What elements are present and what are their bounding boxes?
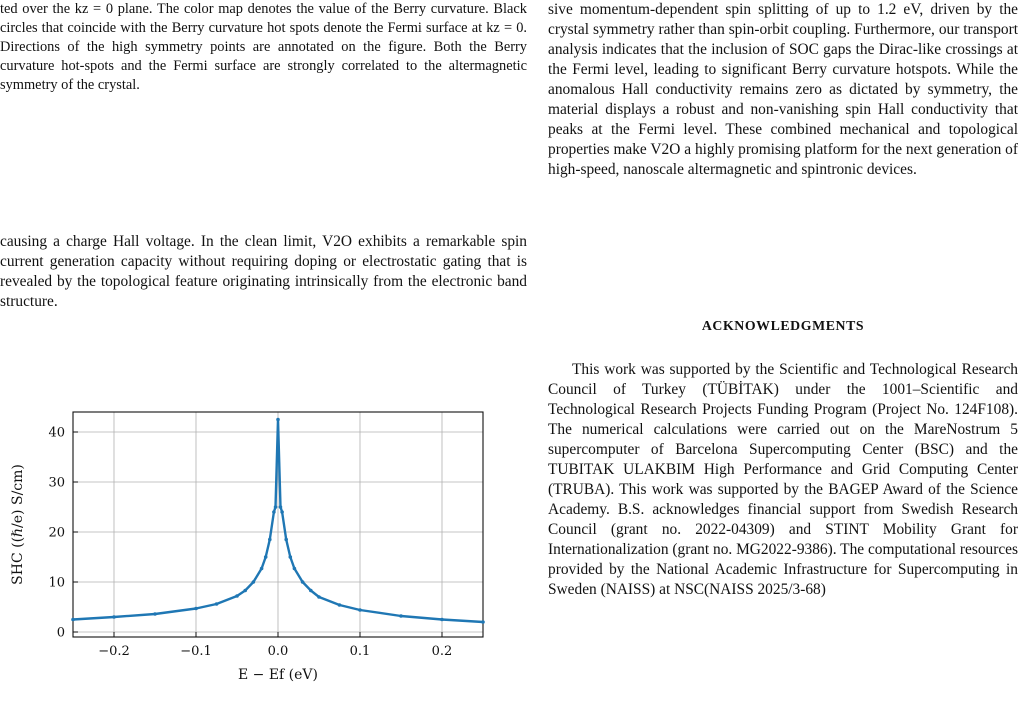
data-point xyxy=(280,510,284,514)
x-tick-label: −0.1 xyxy=(180,644,212,659)
data-point xyxy=(293,567,297,571)
data-point xyxy=(268,538,272,542)
data-point xyxy=(279,505,283,509)
x-tick-label: −0.2 xyxy=(98,644,130,659)
y-tick-label: 10 xyxy=(48,575,65,591)
shc-chart xyxy=(0,400,527,705)
data-point xyxy=(153,612,157,616)
caption-text: ted over the kz = 0 plane. The color map denotes the value of the Berry curvature. Black circles that coincide with the Berry curvature hot spots denote the Fermi surface at kz = 0. Directions of the high symmetry points are annotated on the figure. Both the Berry curvature hot-spots and the Fermi surface are strongly correlated to the altermagnetic symmetry of the crystal. xyxy=(0,1,527,93)
x-tick-label: 0.2 xyxy=(431,644,453,659)
acknowledgments-text: This work was supported by the Scientific and Technological Research Council of Turkey (TÜBİTAK) under the 1001–Scientific and Technological Research Projects Funding Program (Project No. 124F108). The numerical calculations were carried out on the MareNostrum 5 supercomputer of Barcelona Supercomputing Center (BSC) and the TUBITAK ULAKBIM High Performance and Grid Computing Center (TRUBA). This work was supported by the BAGEP Award of the Science Academy. B.S. acknowledges financial support from Swedish Research Council (grant no. 2022-04309) and STINT Mobility Grant for Internationalization (grant no. MG2022-9386). The computational resources provided by the National Academic Infrastructure for Supercomputing in Sweden (NAISS) at NSC(NAISS 2025/3-68) xyxy=(548,361,1018,598)
data-point xyxy=(272,510,276,514)
data-point xyxy=(264,555,268,559)
y-tick-label: 40 xyxy=(48,425,65,441)
y-tick-label: 30 xyxy=(48,475,65,491)
paragraph-text: sive momentum-dependent spin splitting of up to 1.2 eV, driven by the crystal symmetry rather than spin-orbit coupling. Furthermore, our transport analysis indicates that the inclusion of SOC gaps the Dirac-like crossings at the Fermi level, leading to significant Berry curvature hotspots. While the anomalous Hall conductivity remains zero as dictated by symmetry, the material displays a robust and non-vanishing spin Hall conductivity that peaks at the Fermi level. These combined mechanical and topological properties make V2O a highly promising platform for the next generation of high-speed, nanoscale altermagnetic and spintronic devices. xyxy=(548,1,1018,178)
data-point xyxy=(301,580,305,584)
x-tick-label: 0.0 xyxy=(267,644,289,659)
x-tick-label: 0.1 xyxy=(349,644,371,659)
y-tick-label: 0 xyxy=(56,625,65,641)
data-point xyxy=(440,618,444,622)
figure-caption xyxy=(0,0,527,95)
body-paragraph-left xyxy=(0,232,527,312)
data-point xyxy=(317,595,321,599)
data-point xyxy=(194,607,198,611)
data-point xyxy=(243,589,247,593)
y-tick-label: 20 xyxy=(48,525,65,541)
data-point xyxy=(284,538,288,542)
data-point xyxy=(481,620,485,624)
data-point xyxy=(235,594,239,598)
data-point xyxy=(274,505,278,509)
ticks xyxy=(48,426,452,660)
data-point xyxy=(215,602,219,606)
data-point xyxy=(71,618,75,622)
paragraph-text: causing a charge Hall voltage. In the clean limit, V2O exhibits a remarkable spin current generation capacity without requiring doping or electrostatic gating that is revealed by the topological feature originating intrinsically from the electronic band structure. xyxy=(0,233,527,310)
data-point xyxy=(289,555,293,559)
y-axis-label: SHC ((ℏ/e) S/cm) xyxy=(10,464,26,585)
data-point xyxy=(309,589,313,593)
x-axis-label: E − Ef (eV) xyxy=(237,667,319,683)
data-point xyxy=(358,608,362,612)
shc-figure xyxy=(0,400,527,705)
acknowledgments-body xyxy=(548,360,1018,600)
data-point xyxy=(276,418,280,422)
data-point xyxy=(252,580,256,584)
data-point xyxy=(112,615,116,619)
acknowledgments-heading: ACKNOWLEDGMENTS xyxy=(701,318,865,333)
data-point xyxy=(399,614,403,618)
data-point xyxy=(260,567,264,571)
body-paragraph-right xyxy=(548,0,1018,180)
data-point xyxy=(338,603,342,607)
